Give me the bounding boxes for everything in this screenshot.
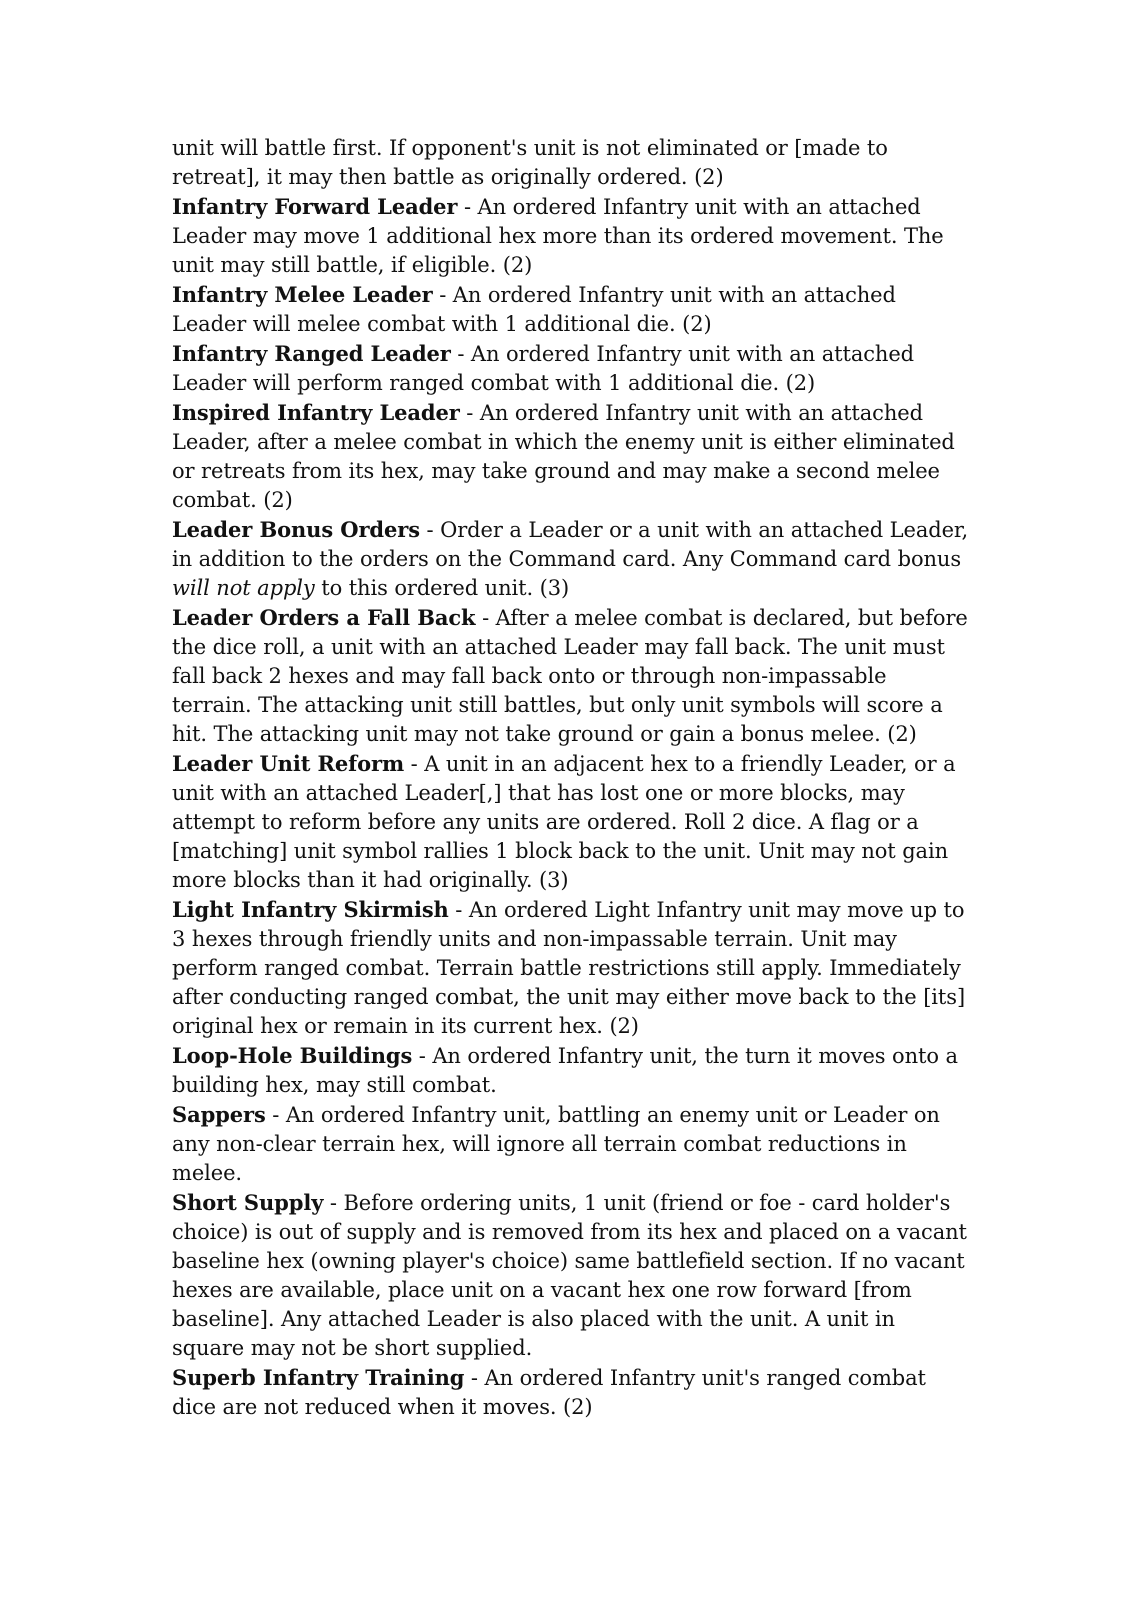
entry-inspired-infantry-leader [172,398,972,515]
document-page [172,134,972,1422]
entry-text: - An ordered Infantry unit, battling an enemy unit or Leader on any non-clear terrain hex, will ignore all terrain combat reductions in melee. [172,1103,940,1185]
entry-text: - An ordered Infantry unit with an attached Leader will melee combat with 1 additional die. (2) [172,283,896,336]
entry-text: - An ordered Infantry unit with an attached Leader, after a melee combat in which the enemy unit is either eliminated or retreats from its hex, may take ground and may make a second melee combat. (2) [172,401,955,512]
entry-text: - A unit in an adjacent hex to a friendly Leader, or a unit with an attached Leader[,] that has lost one or more blocks, may attempt to reform before any units are ordered. Roll 2 dice. A flag or a [matching] unit symbol rallies 1 block back to the unit. Unit may not gain more blocks than it had originally. (3) [172,752,956,892]
entry-text: - Before ordering units, 1 unit (friend or foe - card holder's choice) is out of supply and is removed from its hex and placed on a vacant baseline hex (owning player's choice) same battlefield section. If no vacant hexes are available, place unit on a vacant hex one row forward [from baseline]. Any attached Leader is also placed with the unit. A unit in square may not be short supplied. [172,1191,967,1360]
entry-term: Sappers [172,1102,266,1127]
entry-loop-hole-buildings [172,1041,972,1100]
entry-text: - After a melee combat is declared, but before the dice roll, a unit with an attached Leader may fall back. The unit must fall back 2 hexes and may fall back onto or through non-impassable terrain. The attacking unit still battles, but only unit symbols will score a hit. The attacking unit may not take ground or gain a bonus melee. (2) [172,606,968,746]
entry-term: Loop-Hole Buildings [172,1043,413,1068]
entry-text: - An ordered Light Infantry unit may move up to 3 hexes through friendly units and non-impassable terrain. Unit may perform ranged combat. Terrain battle restrictions still apply. Immediately after conducting ranged combat, the unit may either move back to the [its] original hex or remain in its current hex. (2) [172,898,966,1038]
entry-text: to this ordered unit. (3) [314,576,570,600]
entry-infantry-ranged-leader [172,339,972,398]
entry-term: Infantry Ranged Leader [172,341,451,366]
entry-leader-orders-a-fall-back [172,603,972,749]
entry-infantry-melee-leader [172,280,972,339]
entry-infantry-forward-leader [172,192,972,280]
entry-short-supply [172,1188,972,1363]
entry-light-infantry-skirmish [172,895,972,1041]
entry-term: Light Infantry Skirmish [172,897,449,922]
entry-term: Infantry Forward Leader [172,194,458,219]
entry-term: Inspired Infantry Leader [172,400,460,425]
entry-emphasis: will not apply [172,576,315,600]
entry-term: Leader Orders a Fall Back [172,605,476,630]
entry-term: Leader Unit Reform [172,751,405,776]
entry-text: unit will battle first. If opponent's unit is not eliminated or [made to retreat], it may then battle as originally ordered. (2) [172,136,888,189]
entry-text: - Order a Leader or a unit with an attached Leader, in addition to the orders on the Command card. Any Command card bonus [172,518,969,571]
entry-text: - An ordered Infantry unit with an attached Leader will perform ranged combat with 1 additional die. (2) [172,342,914,395]
entry-leader-bonus-orders [172,515,972,603]
entry-leader-unit-reform [172,749,972,895]
entry-text: - An ordered Infantry unit, the turn it moves onto a building hex, may still combat. [172,1044,958,1097]
entry-text: - An ordered Infantry unit's ranged combat dice are not reduced when it moves. (2) [172,1366,926,1419]
entry-term: Short Supply [172,1190,324,1215]
entry-term: Infantry Melee Leader [172,282,433,307]
entry-term: Leader Bonus Orders [172,517,420,542]
entry-continuation [172,134,972,192]
entry-term: Superb Infantry Training [172,1365,465,1390]
entry-sappers [172,1100,972,1188]
entry-text: - An ordered Infantry unit with an attached Leader may move 1 additional hex more than its ordered movement. The unit may still battle, if eligible. (2) [172,195,944,277]
entry-superb-infantry-training [172,1363,972,1422]
